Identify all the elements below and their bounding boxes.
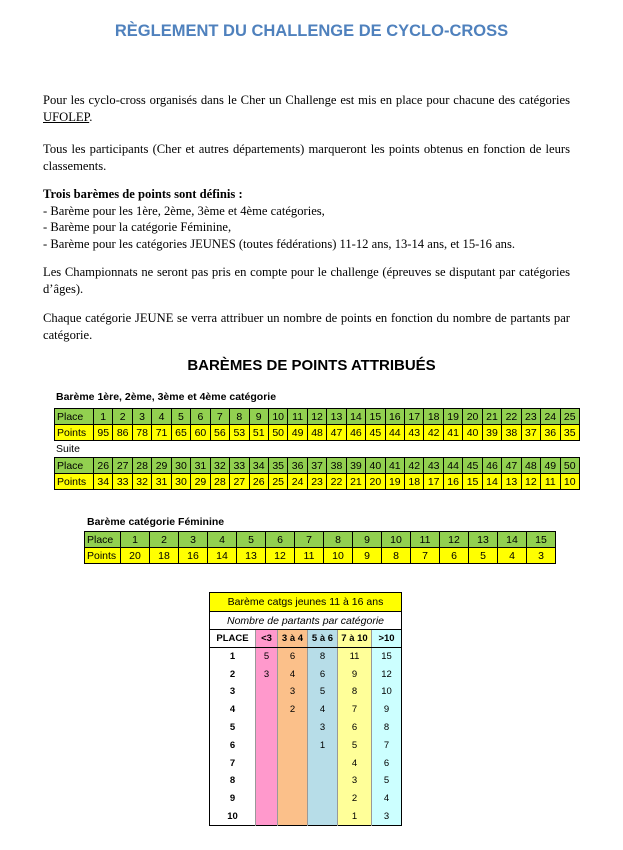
place-cell: 47 bbox=[502, 458, 521, 474]
place-cell: 14 bbox=[346, 409, 365, 425]
points-cell: 5 bbox=[308, 683, 338, 701]
points-cell: 10 bbox=[324, 548, 353, 564]
partants-column-header: 3 à 4 bbox=[278, 630, 308, 648]
place-cell: 43 bbox=[424, 458, 443, 474]
points-cell: 9 bbox=[372, 701, 402, 719]
place-cell: 25 bbox=[560, 409, 579, 425]
place-cell: 21 bbox=[482, 409, 501, 425]
points-cell: 6 bbox=[372, 754, 402, 772]
points-cell: 30 bbox=[171, 474, 190, 490]
points-cell: 3 bbox=[338, 772, 372, 790]
place-cell: 23 bbox=[521, 409, 540, 425]
points-cell: 18 bbox=[405, 474, 424, 490]
place-cell: 32 bbox=[210, 458, 229, 474]
points-cell: 3 bbox=[256, 665, 278, 683]
place-cell: 37 bbox=[307, 458, 326, 474]
points-cell: 32 bbox=[132, 474, 151, 490]
place-cell: 46 bbox=[482, 458, 501, 474]
points-cell bbox=[278, 772, 308, 790]
place-cell: 6 bbox=[266, 532, 295, 548]
points-cell: 13 bbox=[502, 474, 521, 490]
place-cell: 6 bbox=[191, 409, 210, 425]
place-cell: 38 bbox=[327, 458, 346, 474]
place-label: Place bbox=[85, 532, 121, 548]
points-cell: 37 bbox=[521, 425, 540, 441]
points-cell: 4 bbox=[278, 665, 308, 683]
table-row bbox=[210, 665, 402, 683]
points-cell bbox=[278, 736, 308, 754]
points-cell bbox=[256, 790, 278, 808]
place-cell: 22 bbox=[502, 409, 521, 425]
points-cell: 36 bbox=[541, 425, 560, 441]
place-cell: 12 bbox=[440, 532, 469, 548]
points-cell: 5 bbox=[338, 736, 372, 754]
place-cell: 27 bbox=[113, 458, 132, 474]
place-cell: 45 bbox=[463, 458, 482, 474]
points-cell: 16 bbox=[443, 474, 462, 490]
points-cell: 3 bbox=[278, 683, 308, 701]
points-cell: 4 bbox=[338, 754, 372, 772]
points-label: Points bbox=[55, 474, 94, 490]
points-cell: 28 bbox=[210, 474, 229, 490]
points-cell: 42 bbox=[424, 425, 443, 441]
points-cell: 1 bbox=[308, 736, 338, 754]
points-cell: 4 bbox=[498, 548, 527, 564]
points-cell: 45 bbox=[366, 425, 385, 441]
points-cell: 40 bbox=[463, 425, 482, 441]
points-cell: 12 bbox=[266, 548, 295, 564]
points-cell: 3 bbox=[308, 719, 338, 737]
points-cell: 5 bbox=[372, 772, 402, 790]
place-cell: 5 bbox=[229, 722, 236, 734]
place-cell: 10 bbox=[382, 532, 411, 548]
place-cell: 6 bbox=[229, 739, 236, 751]
points-cell: 95 bbox=[94, 425, 113, 441]
points-cell: 78 bbox=[132, 425, 151, 441]
points-cell bbox=[308, 808, 338, 826]
points-cell: 50 bbox=[268, 425, 287, 441]
place-header: PLACE bbox=[210, 630, 256, 648]
place-cell: 11 bbox=[288, 409, 307, 425]
points-cell: 49 bbox=[288, 425, 307, 441]
points-cell: 53 bbox=[230, 425, 249, 441]
partants-column-header: <3 bbox=[256, 630, 278, 648]
intro-paragraph bbox=[43, 92, 570, 125]
points-cell: 8 bbox=[382, 548, 411, 564]
place-cell: 9 bbox=[229, 793, 236, 805]
points-cell: 86 bbox=[113, 425, 132, 441]
intro-text: Pour les cyclo-cross organisés dans le Cher un Challenge est mis en place pour chacune des catégories bbox=[43, 93, 570, 107]
place-cell: 24 bbox=[541, 409, 560, 425]
baremes-heading: Trois barèmes de points sont définis : bbox=[43, 187, 243, 201]
points-cell bbox=[256, 754, 278, 772]
points-cell: 33 bbox=[113, 474, 132, 490]
place-cell: 11 bbox=[411, 532, 440, 548]
points-cell: 22 bbox=[327, 474, 346, 490]
table-row bbox=[210, 754, 402, 772]
place-cell: 13 bbox=[469, 532, 498, 548]
points-cell: 31 bbox=[152, 474, 171, 490]
points-cell bbox=[278, 754, 308, 772]
points-cell bbox=[256, 719, 278, 737]
place-cell: 1 bbox=[121, 532, 150, 548]
points-cell: 19 bbox=[385, 474, 404, 490]
points-cell: 60 bbox=[191, 425, 210, 441]
points-cell: 18 bbox=[150, 548, 179, 564]
bareme2-caption: Barème catégorie Féminine bbox=[87, 516, 225, 528]
place-cell: 12 bbox=[307, 409, 326, 425]
points-cell: 1 bbox=[338, 808, 372, 826]
baremes-list bbox=[43, 186, 570, 252]
points-cell: 10 bbox=[372, 683, 402, 701]
section-title: BARÈMES DE POINTS ATTRIBUÉS bbox=[187, 357, 436, 374]
points-cell: 20 bbox=[121, 548, 150, 564]
points-cell: 21 bbox=[346, 474, 365, 490]
points-cell: 14 bbox=[208, 548, 237, 564]
points-cell: 29 bbox=[191, 474, 210, 490]
place-cell: 30 bbox=[171, 458, 190, 474]
points-cell: 12 bbox=[521, 474, 540, 490]
place-cell: 5 bbox=[237, 532, 266, 548]
points-cell: 3 bbox=[527, 548, 556, 564]
table-row bbox=[210, 736, 402, 754]
place-cell: 10 bbox=[227, 810, 238, 822]
place-cell: 5 bbox=[171, 409, 190, 425]
points-cell: 51 bbox=[249, 425, 268, 441]
partants-column-header: 7 à 10 bbox=[338, 630, 372, 648]
points-cell: 11 bbox=[295, 548, 324, 564]
points-cell bbox=[278, 719, 308, 737]
points-cell: 2 bbox=[338, 790, 372, 808]
place-cell: 4 bbox=[208, 532, 237, 548]
points-cell: 10 bbox=[560, 474, 579, 490]
points-cell: 38 bbox=[502, 425, 521, 441]
points-cell: 7 bbox=[338, 701, 372, 719]
points-cell bbox=[278, 808, 308, 826]
table-row bbox=[210, 719, 402, 737]
place-cell: 16 bbox=[385, 409, 404, 425]
list-item: - Barème pour les catégories JEUNES (toutes fédérations) 11-12 ans, 13-14 ans, et 15-16 ans. bbox=[43, 236, 516, 251]
points-cell: 56 bbox=[210, 425, 229, 441]
table-row bbox=[210, 772, 402, 790]
points-cell: 65 bbox=[171, 425, 190, 441]
points-cell: 8 bbox=[372, 719, 402, 737]
place-cell: 4 bbox=[152, 409, 171, 425]
points-cell bbox=[278, 790, 308, 808]
points-cell: 8 bbox=[308, 648, 338, 666]
place-cell: 13 bbox=[327, 409, 346, 425]
place-cell: 1 bbox=[94, 409, 113, 425]
points-cell: 11 bbox=[541, 474, 560, 490]
bareme3-subtitle: Nombre de partants par catégorie bbox=[210, 612, 402, 630]
place-cell: 29 bbox=[152, 458, 171, 474]
points-cell: 4 bbox=[372, 790, 402, 808]
points-cell: 3 bbox=[372, 808, 402, 826]
points-cell bbox=[256, 772, 278, 790]
points-cell: 71 bbox=[152, 425, 171, 441]
place-cell: 36 bbox=[288, 458, 307, 474]
points-cell: 5 bbox=[469, 548, 498, 564]
place-cell: 41 bbox=[385, 458, 404, 474]
list-item: - Barème pour les 1ère, 2ème, 3ème et 4ème catégories, bbox=[43, 203, 325, 218]
place-cell: 3 bbox=[132, 409, 151, 425]
place-cell: 18 bbox=[424, 409, 443, 425]
points-cell bbox=[256, 808, 278, 826]
points-cell: 25 bbox=[268, 474, 287, 490]
place-cell: 48 bbox=[521, 458, 540, 474]
points-cell: 17 bbox=[424, 474, 443, 490]
points-cell: 6 bbox=[338, 719, 372, 737]
jeune-paragraph: Chaque catégorie JEUNE se verra attribuer un nombre de points en fonction du nombre de partants par catégorie. bbox=[43, 311, 570, 342]
points-cell: 35 bbox=[560, 425, 579, 441]
ufolep-link-text: UFOLEP bbox=[43, 109, 90, 124]
place-cell: 33 bbox=[230, 458, 249, 474]
document-title: RÈGLEMENT DU CHALLENGE DE CYCLO-CROSS bbox=[114, 22, 509, 40]
intro-end: . bbox=[89, 109, 93, 124]
points-cell: 8 bbox=[338, 683, 372, 701]
points-cell: 15 bbox=[372, 648, 402, 666]
points-cell: 27 bbox=[230, 474, 249, 490]
place-cell: 1 bbox=[229, 651, 236, 663]
table-row bbox=[210, 648, 402, 666]
place-cell: 17 bbox=[405, 409, 424, 425]
table-row bbox=[210, 790, 402, 808]
points-label: Points bbox=[55, 425, 94, 441]
partants-column-header: >10 bbox=[372, 630, 402, 648]
place-cell: 3 bbox=[179, 532, 208, 548]
place-cell: 19 bbox=[443, 409, 462, 425]
place-cell: 14 bbox=[498, 532, 527, 548]
points-cell: 41 bbox=[443, 425, 462, 441]
place-cell: 8 bbox=[324, 532, 353, 548]
points-cell bbox=[256, 736, 278, 754]
place-cell: 8 bbox=[229, 775, 236, 787]
points-cell: 2 bbox=[278, 701, 308, 719]
place-cell: 7 bbox=[295, 532, 324, 548]
points-cell: 24 bbox=[288, 474, 307, 490]
place-cell: 49 bbox=[541, 458, 560, 474]
points-cell: 46 bbox=[346, 425, 365, 441]
place-cell: 15 bbox=[366, 409, 385, 425]
points-cell: 7 bbox=[372, 736, 402, 754]
points-cell: 7 bbox=[411, 548, 440, 564]
points-cell: 44 bbox=[385, 425, 404, 441]
suite-label: Suite bbox=[56, 443, 80, 455]
table-row bbox=[210, 683, 402, 701]
place-cell: 28 bbox=[132, 458, 151, 474]
points-cell: 5 bbox=[256, 648, 278, 666]
place-label: Place bbox=[55, 409, 94, 425]
points-cell: 39 bbox=[482, 425, 501, 441]
bareme3-title: Barème catgs jeunes 11 à 16 ans bbox=[210, 593, 402, 612]
place-cell: 9 bbox=[249, 409, 268, 425]
table-row bbox=[210, 701, 402, 719]
table-row bbox=[210, 808, 402, 826]
points-cell: 12 bbox=[372, 665, 402, 683]
points-cell: 13 bbox=[237, 548, 266, 564]
place-cell: 35 bbox=[268, 458, 287, 474]
place-cell: 2 bbox=[229, 668, 236, 680]
place-cell: 50 bbox=[560, 458, 579, 474]
points-cell: 48 bbox=[307, 425, 326, 441]
bareme2-table bbox=[84, 531, 556, 564]
place-cell: 7 bbox=[229, 757, 236, 769]
place-cell: 2 bbox=[113, 409, 132, 425]
points-cell: 20 bbox=[366, 474, 385, 490]
championnats-paragraph: Les Championnats ne seront pas pris en compte pour le challenge (épreuves se disputant par catégories d’âges). bbox=[43, 265, 570, 296]
points-cell bbox=[256, 683, 278, 701]
bareme3-table bbox=[209, 592, 402, 826]
bareme1-table-a bbox=[54, 408, 580, 441]
points-cell: 23 bbox=[307, 474, 326, 490]
points-cell: 14 bbox=[482, 474, 501, 490]
place-cell: 42 bbox=[405, 458, 424, 474]
points-cell: 6 bbox=[308, 665, 338, 683]
partants-column-header: 5 à 6 bbox=[308, 630, 338, 648]
place-label: Place bbox=[55, 458, 94, 474]
place-cell: 2 bbox=[150, 532, 179, 548]
list-item: - Barème pour la catégorie Féminine, bbox=[43, 220, 232, 234]
participants-paragraph: Tous les participants (Cher et autres départements) marqueront les points obtenus en fonction de leurs classements. bbox=[43, 142, 570, 173]
points-cell: 4 bbox=[308, 701, 338, 719]
points-cell: 43 bbox=[405, 425, 424, 441]
points-cell: 9 bbox=[338, 665, 372, 683]
place-cell: 40 bbox=[366, 458, 385, 474]
points-cell: 11 bbox=[338, 648, 372, 666]
points-cell bbox=[308, 772, 338, 790]
points-cell bbox=[308, 790, 338, 808]
place-cell: 39 bbox=[346, 458, 365, 474]
place-cell: 7 bbox=[210, 409, 229, 425]
bareme1-caption: Barème 1ère, 2ème, 3ème et 4ème catégorie bbox=[56, 391, 277, 403]
place-cell: 20 bbox=[463, 409, 482, 425]
points-cell: 26 bbox=[249, 474, 268, 490]
place-cell: 26 bbox=[94, 458, 113, 474]
place-cell: 15 bbox=[527, 532, 556, 548]
points-cell: 16 bbox=[179, 548, 208, 564]
place-cell: 34 bbox=[249, 458, 268, 474]
place-cell: 4 bbox=[229, 704, 236, 716]
place-cell: 44 bbox=[443, 458, 462, 474]
place-cell: 8 bbox=[230, 409, 249, 425]
points-cell: 9 bbox=[353, 548, 382, 564]
points-cell: 34 bbox=[94, 474, 113, 490]
place-cell: 31 bbox=[191, 458, 210, 474]
points-cell: 15 bbox=[463, 474, 482, 490]
points-cell: 6 bbox=[440, 548, 469, 564]
points-cell: 47 bbox=[327, 425, 346, 441]
points-cell bbox=[308, 754, 338, 772]
points-cell: 6 bbox=[278, 648, 308, 666]
bareme1-table-b bbox=[54, 457, 580, 490]
points-cell bbox=[256, 701, 278, 719]
place-cell: 10 bbox=[268, 409, 287, 425]
place-cell: 3 bbox=[229, 686, 236, 698]
points-label: Points bbox=[85, 548, 121, 564]
place-cell: 9 bbox=[353, 532, 382, 548]
